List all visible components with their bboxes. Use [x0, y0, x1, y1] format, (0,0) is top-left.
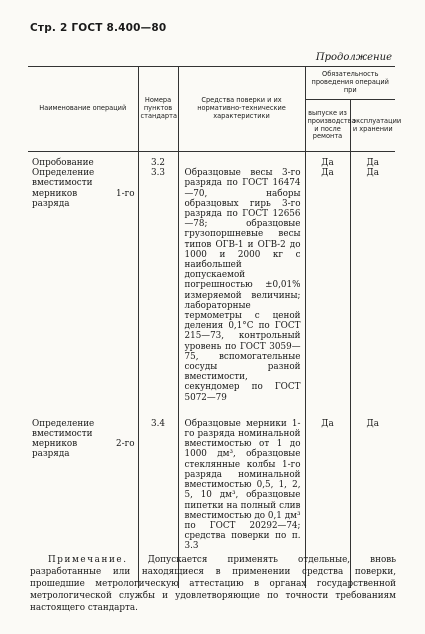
use-cell: Да — [350, 168, 395, 403]
continuation-label: Продолжение — [315, 52, 392, 63]
use-cell: Да — [350, 403, 395, 588]
note-text: Допускается применять отдельные, вновь разработанные или находящиеся в применении средства поверки, прошедшие метрологическую аттестацию в органах государственной метрологической службы и удовлетворяющие по точности требованиям настоящего стандарта. — [30, 555, 397, 613]
header-required: Обязательность проведения операций при — [305, 67, 395, 100]
means-cell: Образцовые весы 3-го разряда по ГОСТ 16474—70, наборы образцовых гирь 3-го разряда по ГОСТ 12656—78; образцовые грузопоршневые весы типов ОГВ-1 и ОГВ-2 до 1000 и 2000 кг с наибольшей допускаемой погрешностью ±0,01% измеряемой величины; лабораторные термометры с ценой деления 0,1°С по ГОСТ 215—73, контрольный уровень по ГОСТ 3059—75, вспомогательные сосуды разной вместимости, секундомер по ГОСТ 5072—79 — [178, 168, 305, 403]
table-row — [28, 152, 395, 169]
operation-cell: Опробование — [28, 152, 138, 169]
release-cell: Да — [305, 152, 350, 169]
note-label: Примечание. — [48, 555, 128, 565]
clause-cell: 3.4 — [138, 403, 178, 588]
use-cell: Да — [350, 152, 395, 169]
clause-cell: 3.3 — [138, 168, 178, 403]
page-header: Стр. 2 ГОСТ 8.400—80 — [30, 22, 167, 34]
operations-table — [28, 66, 402, 588]
operation-cell: Определение вместимости мерников 1-го разряда — [28, 168, 138, 403]
release-cell: Да — [305, 168, 350, 403]
header-operation: Наименование операций — [28, 67, 138, 152]
header-use: эксплуатации и хранении — [350, 100, 395, 152]
means-cell: Образцовые мерники 1-го разряда номинальной вместимостью от 1 до 1000 дм³, образцовые стеклянные колбы 1-го разряда номинальной вместимостью 0,5, 1, 2, 5, 10 дм³, образцовые пипетки на полный слив вместимостью до 0,1 дм³ по ГОСТ 20292—74; средства поверки по п. 3.3 — [178, 403, 305, 588]
header-means: Средства поверки и их нормативно-технические характеристики — [178, 67, 305, 152]
header-release: выпуске из производства и после ремонта — [305, 100, 350, 152]
operation-cell: Определение вместимости мерников 2-го разряда — [28, 403, 138, 588]
table-row — [28, 168, 395, 403]
means-cell — [178, 152, 305, 169]
release-cell: Да — [305, 403, 350, 588]
footnote — [30, 555, 396, 615]
header-clause: Номера пунктов стандарта — [138, 67, 178, 152]
clause-cell: 3.2 — [138, 152, 178, 169]
